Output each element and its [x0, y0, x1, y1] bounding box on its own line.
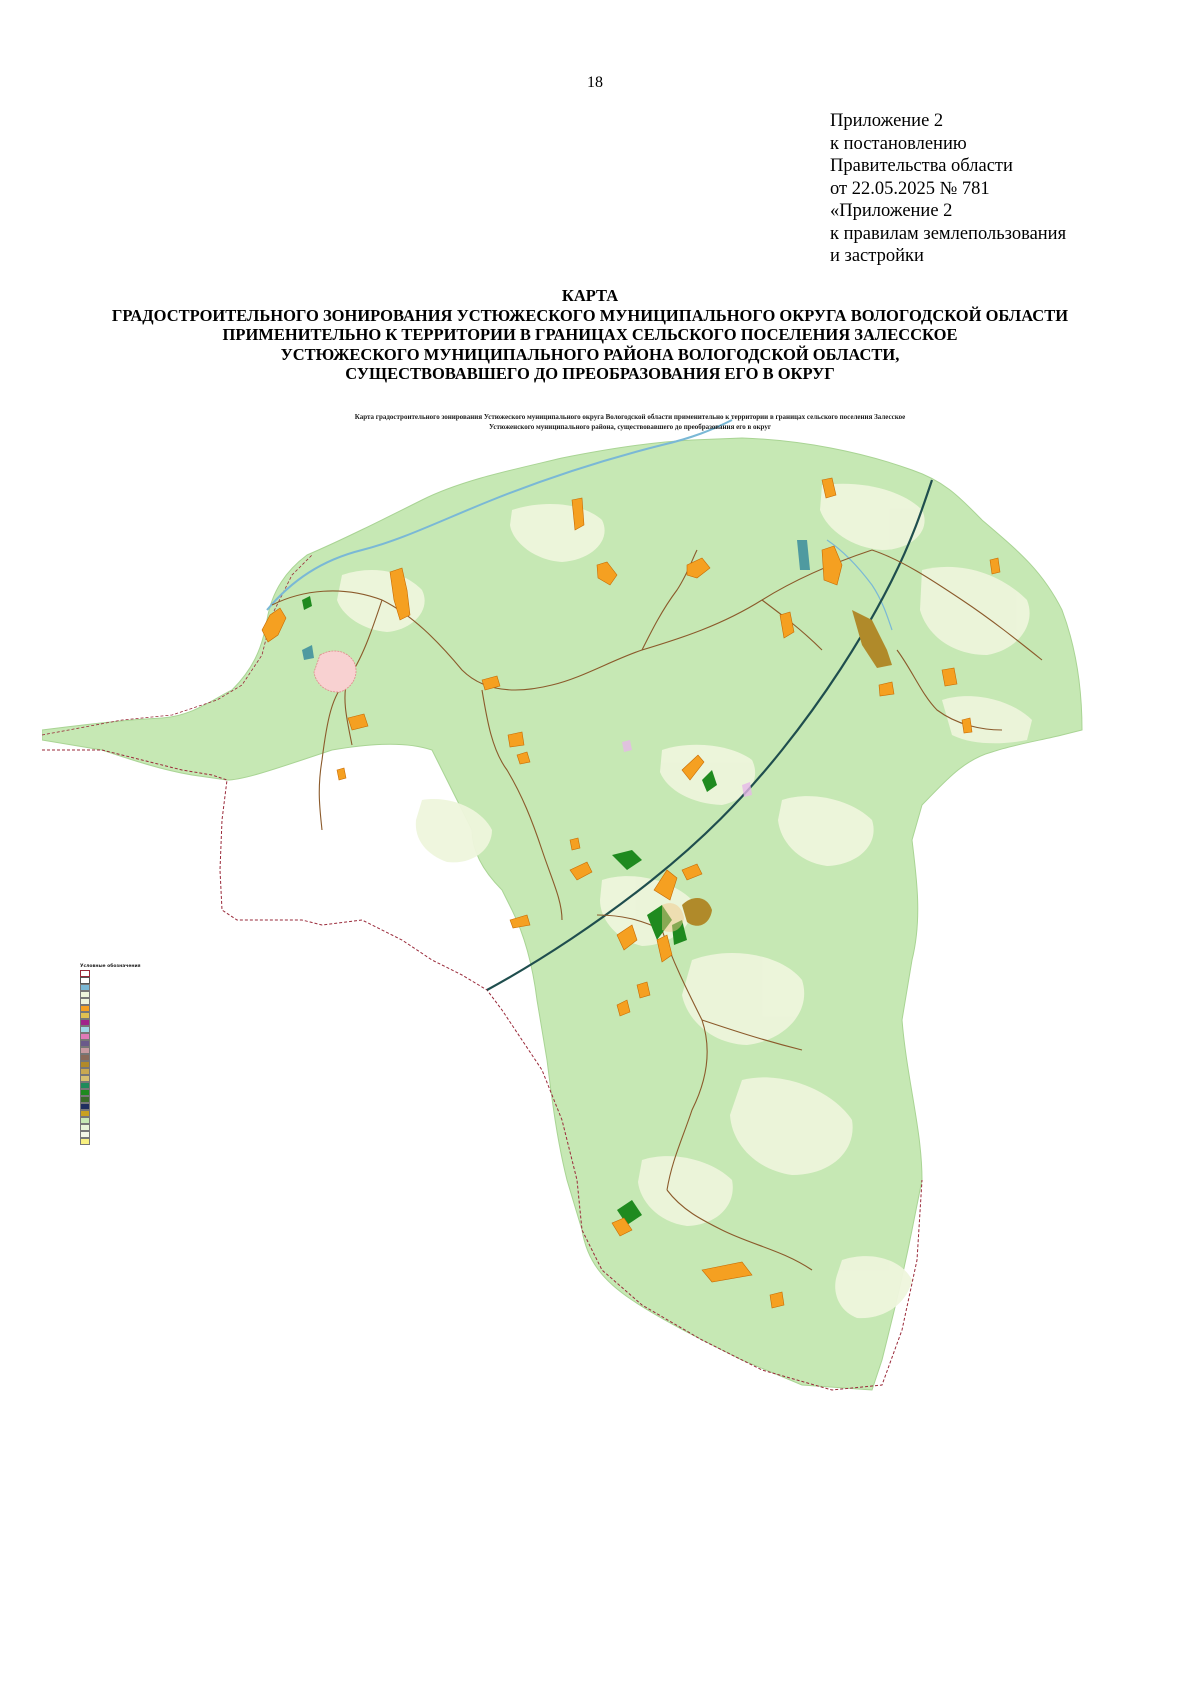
legend-swatch — [80, 1047, 90, 1054]
legend-swatch — [80, 1075, 90, 1082]
legend-row — [80, 1005, 280, 1012]
appendix-line: к правилам землепользования — [830, 223, 1067, 244]
legend-swatch — [80, 1131, 90, 1138]
legend-row — [80, 970, 280, 977]
legend-swatch — [80, 991, 90, 998]
legend-row — [80, 1075, 280, 1082]
legend-swatch — [80, 1054, 90, 1061]
legend-swatch — [80, 1138, 90, 1145]
legend-row — [80, 1012, 280, 1019]
legend-row — [80, 1089, 280, 1096]
legend-swatch — [80, 1110, 90, 1117]
document-title — [60, 286, 1120, 384]
appendix-line: к постановлению — [830, 133, 967, 154]
map-caption-line: Устюженского муниципального района, существовавшего до преобразования его в округ — [488, 423, 772, 431]
legend-swatch — [80, 1033, 90, 1040]
legend-swatch — [80, 1019, 90, 1026]
legend-row — [80, 1131, 280, 1138]
map-caption-line: Карта градостроительного зонирования Устюжеского муниципального округа Вологодской области применительно к территории в границах сельского поселения Залесское — [354, 413, 906, 421]
legend-swatch — [80, 1117, 90, 1124]
legend-row — [80, 1054, 280, 1061]
legend-row — [80, 1138, 280, 1145]
legend-swatch — [80, 1012, 90, 1019]
legend-row — [80, 1068, 280, 1075]
legend-row — [80, 1033, 280, 1040]
map-legend — [80, 963, 280, 1145]
legend-row — [80, 991, 280, 998]
legend-swatch — [80, 1005, 90, 1012]
legend-swatch — [80, 1068, 90, 1075]
legend-swatch — [80, 1026, 90, 1033]
legend-row — [80, 1047, 280, 1054]
legend-swatch — [80, 970, 90, 977]
legend-swatch — [80, 1096, 90, 1103]
page-number: 18 — [587, 74, 603, 91]
legend-row — [80, 1103, 280, 1110]
title-line: ПРИМЕНИТЕЛЬНО К ТЕРРИТОРИИ В ГРАНИЦАХ СЕЛЬСКОГО ПОСЕЛЕНИЯ ЗАЛЕССКОЕ — [222, 325, 958, 344]
legend-row — [80, 1096, 280, 1103]
legend-row — [80, 984, 280, 991]
map-caption — [200, 412, 1060, 432]
zoning-map — [42, 400, 1140, 1430]
legend-swatch — [80, 1040, 90, 1047]
appendix-line: от 22.05.2025 № 781 — [830, 178, 990, 199]
legend-row — [80, 1082, 280, 1089]
appendix-line: и застройки — [830, 246, 924, 266]
legend-row — [80, 1061, 280, 1068]
legend-row — [80, 1019, 280, 1026]
legend-swatch — [80, 1103, 90, 1110]
appendix-line: Приложение 2 — [830, 111, 944, 131]
appendix-block — [830, 110, 1066, 268]
legend-swatch — [80, 998, 90, 1005]
legend-row — [80, 977, 280, 984]
title-line: КАРТА — [561, 286, 619, 305]
legend-row — [80, 1040, 280, 1047]
legend-title: Условные обозначения — [80, 964, 141, 969]
legend-swatch — [80, 1124, 90, 1131]
legend-swatch — [80, 1089, 90, 1096]
legend-swatch — [80, 1061, 90, 1068]
legend-swatch — [80, 984, 90, 991]
legend-row — [80, 1110, 280, 1117]
appendix-line: Правительства области — [830, 156, 1013, 176]
title-line: УСТЮЖЕСКОГО МУНИЦИПАЛЬНОГО РАЙОНА ВОЛОГОДСКОЙ ОБЛАСТИ, — [280, 344, 900, 364]
appendix-line: «Приложение 2 — [830, 201, 953, 221]
title-line: ГРАДОСТРОИТЕЛЬНОГО ЗОНИРОВАНИЯ УСТЮЖЕСКОГО МУНИЦИПАЛЬНОГО ОКРУГА ВОЛОГОДСКОЙ ОБЛАСТИ — [111, 305, 1069, 325]
legend-row — [80, 1026, 280, 1033]
map-canvas — [42, 400, 1140, 1430]
legend-row — [80, 1117, 280, 1124]
legend-row — [80, 1124, 280, 1131]
legend-row — [80, 998, 280, 1005]
legend-swatch — [80, 977, 90, 984]
title-line: СУЩЕСТВОВАВШЕГО ДО ПРЕОБРАЗОВАНИЯ ЕГО В ОКРУГ — [345, 364, 835, 383]
legend-swatch — [80, 1082, 90, 1089]
